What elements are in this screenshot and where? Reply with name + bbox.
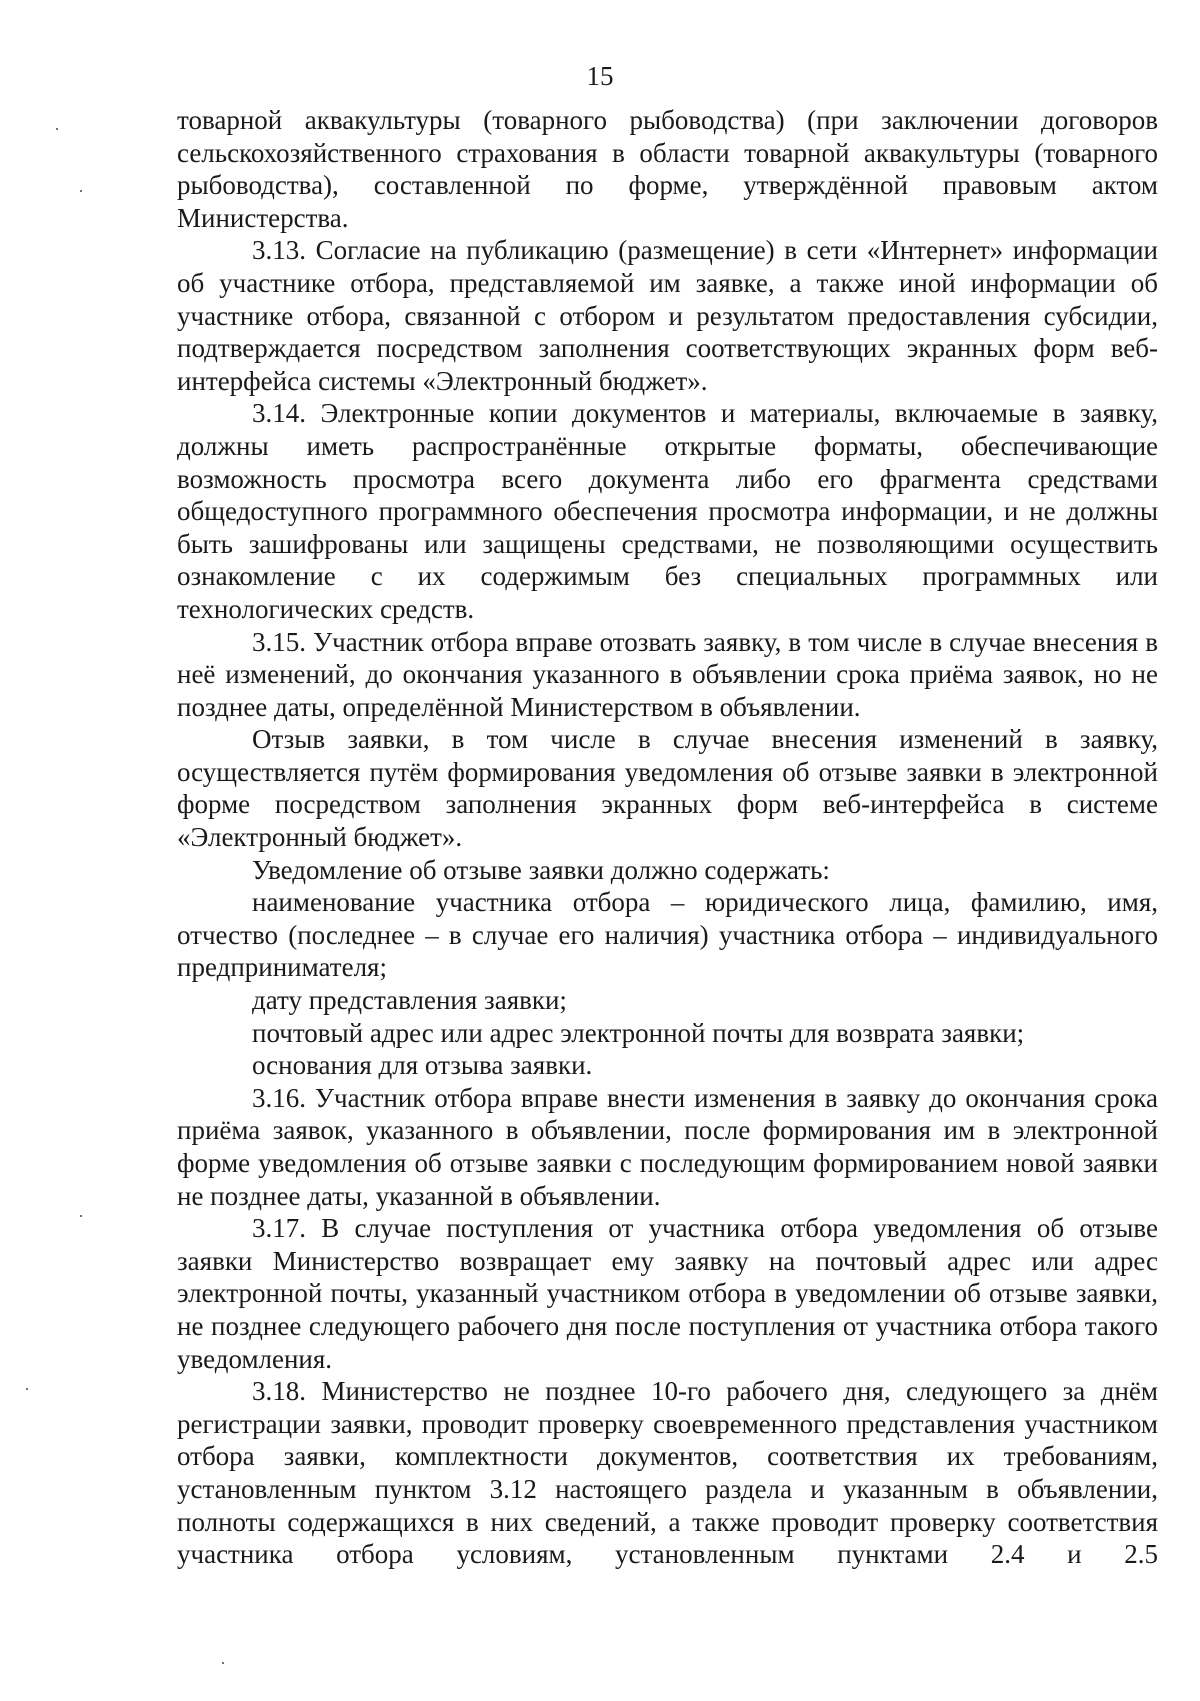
scan-speck: [80, 1215, 82, 1217]
paragraph-notice-contents-intro: Уведомление об отзыве заявки должно содержать:: [252, 854, 830, 885]
paragraph-3-15: 3.15. Участник отбора вправе отозвать заявку, в том числе в случае внесения в неё изменений, до окончания указанного в объявлении срока приёма заявок, но не позднее даты, определённой Министерством в объявлении.: [177, 626, 1158, 722]
paragraph-3-13: 3.13. Согласие на публикацию (размещение) в сети «Интернет» информации об участнике отбора, представляемой им заявке, а также иной информации об участнике отбора, связанной с отбором и результатом предоставления субсидии, подтверждается посредством заполнения соответствующих экранных форм веб-интерфейса системы «Электронный бюджет».: [177, 235, 1158, 396]
document-body: [177, 104, 1158, 1571]
paragraph-3-16: 3.16. Участник отбора вправе внести изменения в заявку до окончания срока приёма заявок, указанного в объявлении, после формирования им в электронной форме уведомления об отзыве заявки с последующим формированием новой заявки не позднее даты, указанной в объявлении.: [177, 1082, 1158, 1211]
paragraph-3-14: 3.14. Электронные копии документов и материалы, включаемые в заявку, должны иметь распространённые открытые форматы, обеспечивающие возможность просмотра всего документа либо его фрагмента средствами общедоступного программного обеспечения просмотра информации, и не должны быть зашифрованы или защищены средствами, не позволяющими осуществить ознакомление с их содержимым без специальных программных или технологических средств.: [177, 398, 1158, 624]
scan-speck: [80, 190, 82, 192]
paragraph-continuation: товарной аквакультуры (товарного рыбоводства) (при заключении договоров сельскохозяйственного страхования в области товарной аквакультуры (товарного рыбоводства), составленной по форме, утверждённой правовым актом Министерства.: [177, 105, 1158, 233]
page-number: 15: [586, 61, 614, 91]
scan-speck: [56, 128, 58, 130]
list-item-submission-date: дату представления заявки;: [252, 985, 567, 1016]
list-item-withdrawal-grounds: основания для отзыва заявки.: [252, 1050, 593, 1081]
scan-speck: [26, 1388, 28, 1390]
list-item-return-address: почтовый адрес или адрес электронной почты для возврата заявки;: [252, 1017, 1025, 1048]
list-item-participant-name: наименование участника отбора – юридического лица, фамилию, имя, отчество (последнее – в случае его наличия) участника отбора – индивидуального предпринимателя;: [177, 887, 1158, 983]
scan-speck: [222, 1662, 224, 1664]
paragraph-3-18: 3.18. Министерство не позднее 10-го рабочего дня, следующего за днём регистрации заявки, проводит проверку своевременного представления участником отбора заявки, комплектности документов, соответствия их требованиям, установленным пунктом 3.12 настоящего раздела и указанным в объявлении, полноты содержащихся в них сведений, а также проводит проверку соответствия участника отбора условиям, установленным пунктами 2.4 и 2.5: [177, 1376, 1158, 1570]
paragraph-withdrawal-procedure: Отзыв заявки, в том числе в случае внесения изменений в заявку, осуществляется путём формирования уведомления об отзыве заявки в электронной форме посредством заполнения экранных форм веб-интерфейса в системе «Электронный бюджет».: [177, 724, 1158, 853]
paragraph-3-17: 3.17. В случае поступления от участника отбора уведомления об отзыве заявки Министерство возвращает ему заявку на почтовый адрес или адрес электронной почты, указанный участником отбора в уведомлении об отзыве заявки, не позднее следующего рабочего дня после поступления от участника отбора такого уведомления.: [177, 1213, 1158, 1374]
